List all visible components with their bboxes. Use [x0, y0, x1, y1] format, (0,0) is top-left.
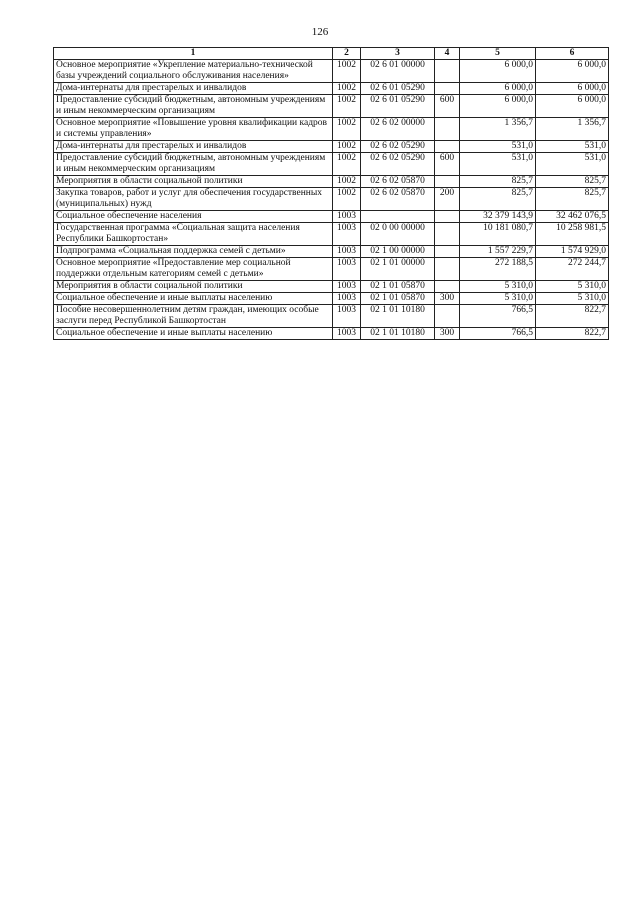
- row-amount-year1-cell: 825,7: [460, 176, 536, 188]
- row-expense-type-cell: 600: [435, 95, 460, 118]
- row-amount-year2-cell: 1 574 929,0: [536, 246, 609, 258]
- row-amount-year2-cell: 1 356,7: [536, 118, 609, 141]
- row-expense-type-cell: [435, 258, 460, 281]
- row-target-code-cell: 02 6 01 00000: [361, 60, 435, 83]
- row-name-cell: Социальное обеспечение и иные выплаты населению: [54, 293, 333, 305]
- table-row: [54, 223, 609, 246]
- row-expense-type-cell: [435, 118, 460, 141]
- row-expense-type-cell: [435, 305, 460, 328]
- row-amount-year2-cell: 6 000,0: [536, 95, 609, 118]
- table-row: [54, 153, 609, 176]
- row-amount-year1-cell: 6 000,0: [460, 60, 536, 83]
- row-expense-type-cell: [435, 60, 460, 83]
- row-amount-year1-cell: 32 379 143,9: [460, 211, 536, 223]
- table-row: [54, 258, 609, 281]
- row-name-cell: Социальное обеспечение и иные выплаты населению: [54, 328, 333, 340]
- budget-table: [53, 47, 609, 340]
- row-amount-year1-cell: 1 557 229,7: [460, 246, 536, 258]
- header-cell-4: 4: [435, 48, 460, 60]
- row-amount-year1-cell: 766,5: [460, 328, 536, 340]
- row-expense-type-cell: 300: [435, 293, 460, 305]
- row-amount-year2-cell: 5 310,0: [536, 281, 609, 293]
- row-section-cell: 1002: [333, 176, 361, 188]
- row-name-cell: Социальное обеспечение населения: [54, 211, 333, 223]
- row-section-cell: 1003: [333, 293, 361, 305]
- row-amount-year1-cell: 825,7: [460, 188, 536, 211]
- row-target-code-cell: 02 1 01 10180: [361, 305, 435, 328]
- row-amount-year1-cell: 6 000,0: [460, 83, 536, 95]
- row-target-code-cell: 02 6 02 05870: [361, 188, 435, 211]
- header-cell-6: 6: [536, 48, 609, 60]
- row-section-cell: 1002: [333, 188, 361, 211]
- row-amount-year1-cell: 5 310,0: [460, 281, 536, 293]
- row-target-code-cell: 02 1 00 00000: [361, 246, 435, 258]
- header-cell-1: 1: [54, 48, 333, 60]
- row-section-cell: 1003: [333, 211, 361, 223]
- table-row: [54, 281, 609, 293]
- row-section-cell: 1002: [333, 141, 361, 153]
- row-amount-year2-cell: 822,7: [536, 328, 609, 340]
- row-target-code-cell: [361, 211, 435, 223]
- row-target-code-cell: 02 1 01 05870: [361, 281, 435, 293]
- row-target-code-cell: 02 6 02 05870: [361, 176, 435, 188]
- table-row: [54, 83, 609, 95]
- table-row: [54, 118, 609, 141]
- row-amount-year2-cell: 272 244,7: [536, 258, 609, 281]
- row-section-cell: 1002: [333, 83, 361, 95]
- table-header-row: [54, 48, 609, 60]
- row-amount-year1-cell: 10 181 080,7: [460, 223, 536, 246]
- table-row: [54, 211, 609, 223]
- row-section-cell: 1003: [333, 246, 361, 258]
- table-body: [54, 60, 609, 340]
- row-section-cell: 1002: [333, 118, 361, 141]
- row-expense-type-cell: [435, 223, 460, 246]
- row-amount-year2-cell: 825,7: [536, 176, 609, 188]
- row-expense-type-cell: 600: [435, 153, 460, 176]
- row-name-cell: Государственная программа «Социальная защита населения Республики Башкортостан»: [54, 223, 333, 246]
- row-expense-type-cell: [435, 246, 460, 258]
- row-name-cell: Закупка товаров, работ и услуг для обеспечения государственных (муниципальных) нужд: [54, 188, 333, 211]
- page-number: 126: [311, 26, 329, 38]
- header-cell-3: 3: [361, 48, 435, 60]
- row-target-code-cell: 02 0 00 00000: [361, 223, 435, 246]
- row-amount-year2-cell: 6 000,0: [536, 83, 609, 95]
- row-target-code-cell: 02 6 02 05290: [361, 153, 435, 176]
- row-amount-year2-cell: 5 310,0: [536, 293, 609, 305]
- row-name-cell: Дома-интернаты для престарелых и инвалидов: [54, 83, 333, 95]
- row-amount-year1-cell: 6 000,0: [460, 95, 536, 118]
- table-row: [54, 95, 609, 118]
- row-name-cell: Дома-интернаты для престарелых и инвалидов: [54, 141, 333, 153]
- row-name-cell: Мероприятия в области социальной политики: [54, 176, 333, 188]
- table-row: [54, 176, 609, 188]
- table-row: [54, 293, 609, 305]
- row-section-cell: 1002: [333, 60, 361, 83]
- header-cell-2: 2: [333, 48, 361, 60]
- table-row: [54, 188, 609, 211]
- row-amount-year2-cell: 531,0: [536, 153, 609, 176]
- table-row: [54, 305, 609, 328]
- row-expense-type-cell: [435, 211, 460, 223]
- row-amount-year2-cell: 531,0: [536, 141, 609, 153]
- table-row: [54, 141, 609, 153]
- row-section-cell: 1003: [333, 328, 361, 340]
- row-section-cell: 1003: [333, 223, 361, 246]
- table-row: [54, 60, 609, 83]
- row-section-cell: 1003: [333, 305, 361, 328]
- row-section-cell: 1002: [333, 153, 361, 176]
- table-row: [54, 246, 609, 258]
- row-amount-year1-cell: 766,5: [460, 305, 536, 328]
- row-name-cell: Мероприятия в области социальной политики: [54, 281, 333, 293]
- row-expense-type-cell: 200: [435, 188, 460, 211]
- row-amount-year1-cell: 5 310,0: [460, 293, 536, 305]
- row-section-cell: 1003: [333, 258, 361, 281]
- row-amount-year1-cell: 531,0: [460, 153, 536, 176]
- row-amount-year2-cell: 825,7: [536, 188, 609, 211]
- row-amount-year1-cell: 531,0: [460, 141, 536, 153]
- row-expense-type-cell: [435, 281, 460, 293]
- row-name-cell: Предоставление субсидий бюджетным, автономным учреждениям и иным некоммерческим организациям: [54, 95, 333, 118]
- header-cell-5: 5: [460, 48, 536, 60]
- row-expense-type-cell: [435, 176, 460, 188]
- row-target-code-cell: 02 6 01 05290: [361, 83, 435, 95]
- row-amount-year2-cell: 10 258 981,5: [536, 223, 609, 246]
- row-name-cell: Предоставление субсидий бюджетным, автономным учреждениям и иным некоммерческим организациям: [54, 153, 333, 176]
- row-expense-type-cell: 300: [435, 328, 460, 340]
- row-amount-year1-cell: 272 188,5: [460, 258, 536, 281]
- row-section-cell: 1002: [333, 95, 361, 118]
- row-amount-year2-cell: 32 462 076,5: [536, 211, 609, 223]
- row-expense-type-cell: [435, 141, 460, 153]
- row-name-cell: Подпрограмма «Социальная поддержка семей с детьми»: [54, 246, 333, 258]
- row-amount-year2-cell: 822,7: [536, 305, 609, 328]
- row-target-code-cell: 02 1 01 10180: [361, 328, 435, 340]
- row-expense-type-cell: [435, 83, 460, 95]
- row-name-cell: Основное мероприятие «Укрепление материально-технической базы учреждений социального обслуживания населения»: [54, 60, 333, 83]
- row-amount-year1-cell: 1 356,7: [460, 118, 536, 141]
- row-target-code-cell: 02 6 02 00000: [361, 118, 435, 141]
- row-section-cell: 1003: [333, 281, 361, 293]
- row-name-cell: Основное мероприятие «Повышение уровня квалификации кадров и системы управления»: [54, 118, 333, 141]
- row-target-code-cell: 02 1 01 05870: [361, 293, 435, 305]
- row-name-cell: Основное мероприятие «Предоставление мер социальной поддержки отдельным категориям семей с детьми»: [54, 258, 333, 281]
- table-row: [54, 328, 609, 340]
- row-target-code-cell: 02 6 01 05290: [361, 95, 435, 118]
- row-name-cell: Пособие несовершеннолетним детям граждан, имеющих особые заслуги перед Республикой Башкортостан: [54, 305, 333, 328]
- row-amount-year2-cell: 6 000,0: [536, 60, 609, 83]
- row-target-code-cell: 02 6 02 05290: [361, 141, 435, 153]
- row-target-code-cell: 02 1 01 00000: [361, 258, 435, 281]
